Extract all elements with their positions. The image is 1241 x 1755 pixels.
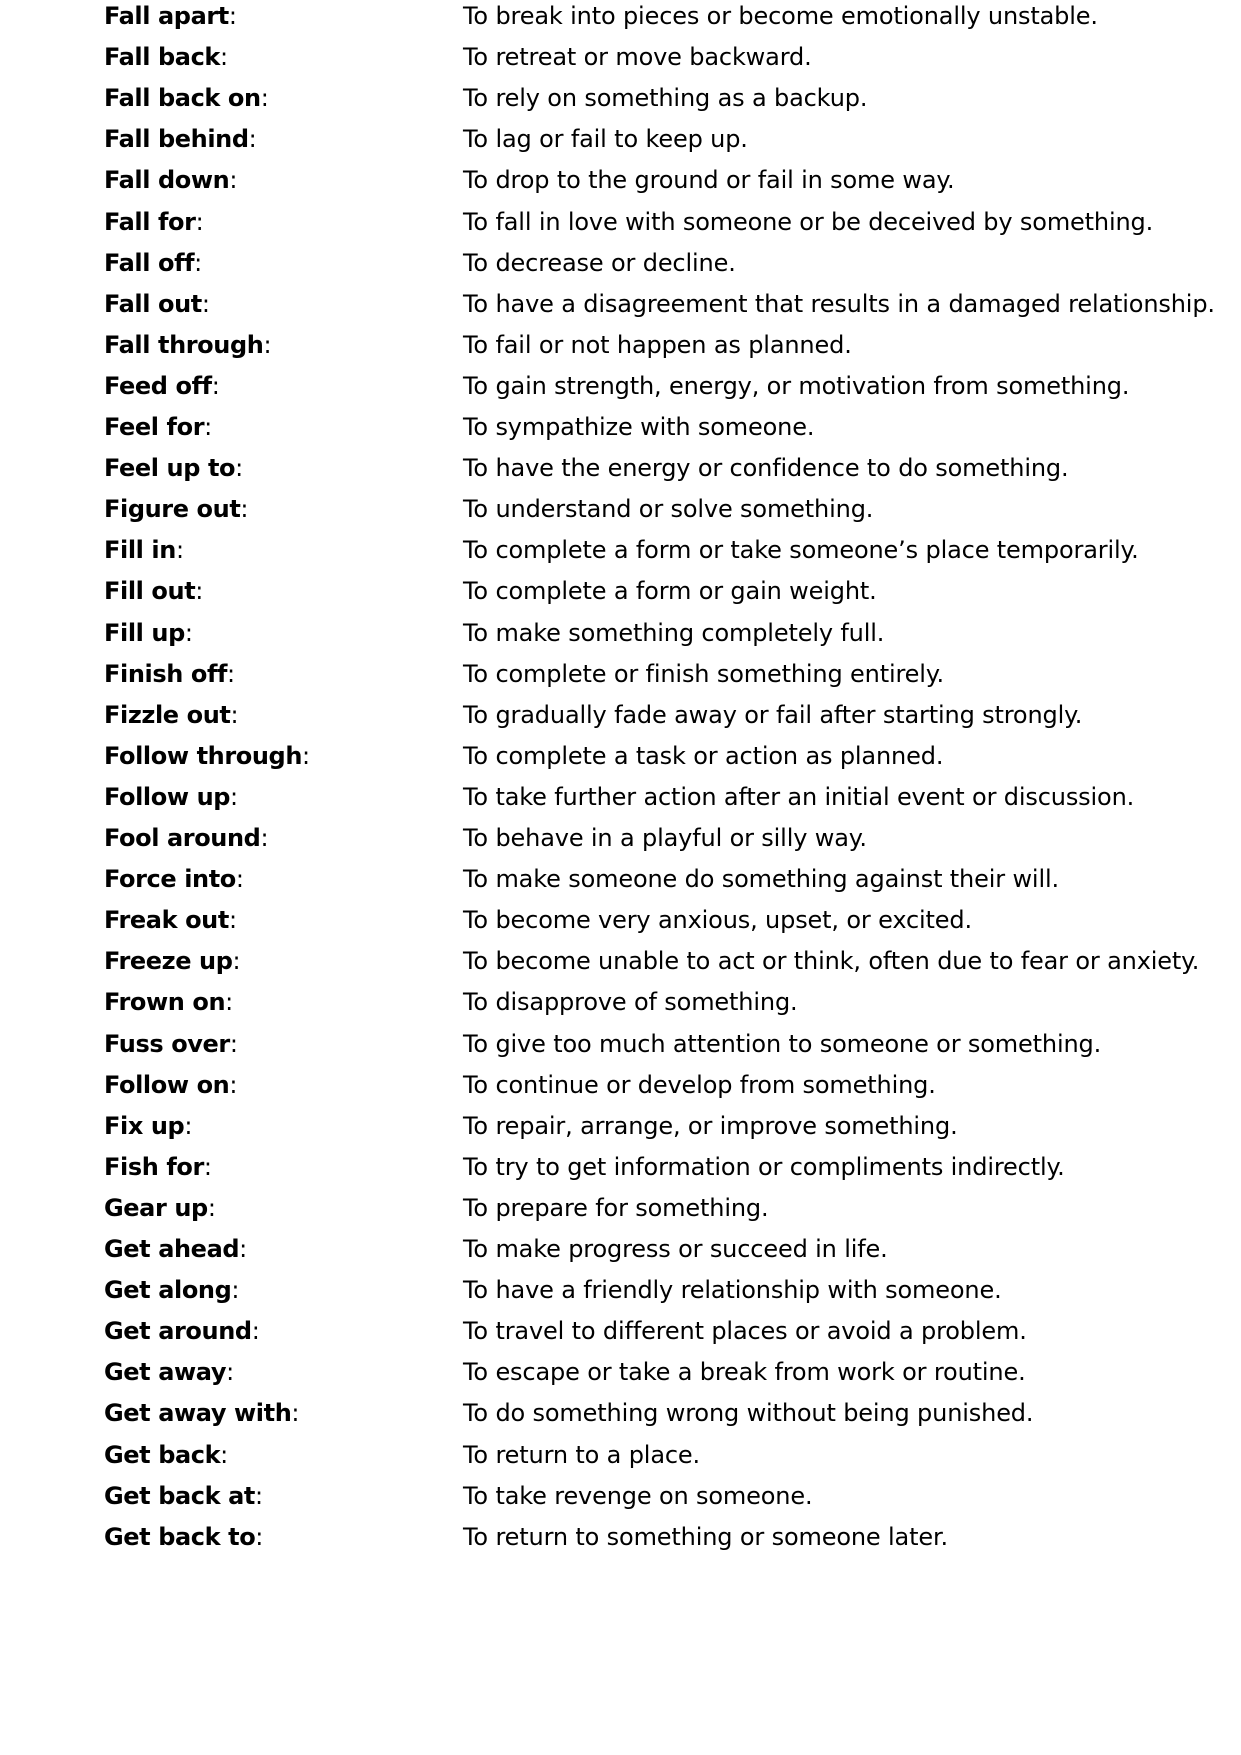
term-text: Freak out <box>104 906 229 935</box>
phrasal-verb-entry <box>0 492 1241 533</box>
phrasal-verb-definition: To decrease or decline. <box>463 248 736 277</box>
phrasal-verb-entry <box>0 944 1241 985</box>
term-text: Fall apart <box>104 2 229 30</box>
phrasal-verb-definition: To escape or take a break from work or routine. <box>463 1358 1026 1387</box>
term-colon: : <box>248 125 257 154</box>
phrasal-verb-definition: To make someone do something against their will. <box>463 865 1059 894</box>
phrasal-verb-term <box>104 1027 238 1061</box>
phrasal-verb-definition: To gradually fade away or fail after starting strongly. <box>463 700 1083 729</box>
phrasal-verb-term <box>104 1068 237 1102</box>
phrasal-verb-entry <box>0 246 1241 287</box>
phrasal-verb-entry <box>0 205 1241 246</box>
term-colon: : <box>255 1481 263 1510</box>
phrasal-verb-entry <box>0 122 1241 163</box>
phrasal-verb-term <box>104 0 237 33</box>
term-colon: : <box>219 43 228 72</box>
phrasal-verb-term <box>104 1355 234 1389</box>
phrasal-verb-term <box>104 533 184 567</box>
phrasal-verb-term <box>104 903 237 937</box>
phrasal-verb-definition: To have a disagreement that results in a damaged relationship. <box>463 289 1215 318</box>
phrasal-verb-term <box>104 246 202 280</box>
term-text: Follow through <box>104 741 303 770</box>
phrasal-verb-definition: To return to something or someone later. <box>463 1522 948 1551</box>
phrasal-verb-term <box>104 1438 228 1472</box>
term-text: Fall off <box>104 248 195 277</box>
phrasal-verb-definition: To complete a task or action as planned. <box>463 741 944 770</box>
phrasal-verb-definition: To make progress or succeed in life. <box>463 1235 888 1263</box>
term-text: Fall back on <box>104 84 261 113</box>
phrasal-verb-entry <box>0 698 1241 739</box>
phrasal-verb-entry <box>0 821 1241 862</box>
term-colon: : <box>230 700 239 729</box>
phrasal-verb-definition: To understand or solve something. <box>463 495 874 524</box>
phrasal-verb-term <box>104 410 212 444</box>
phrasal-verb-entry <box>0 1438 1241 1479</box>
phrasal-verb-entry <box>0 1027 1241 1068</box>
phrasal-verb-entry <box>0 1314 1241 1355</box>
term-text: Fill out <box>104 577 196 606</box>
term-text: Get away <box>104 1358 227 1387</box>
phrasal-verb-entry <box>0 1068 1241 1109</box>
phrasal-verb-entry <box>0 616 1241 657</box>
phrasal-verb-definition: To fall in love with someone or be deceived by something. <box>463 207 1154 236</box>
term-colon: : <box>195 207 204 236</box>
term-text: Frown on <box>104 988 226 1017</box>
phrasal-verb-definition: To give too much attention to someone or something. <box>463 1029 1102 1058</box>
term-text: Gear up <box>104 1193 208 1222</box>
phrasal-verb-entry <box>0 1273 1241 1314</box>
phrasal-verb-term <box>104 1273 239 1307</box>
phrasal-verb-entry <box>0 451 1241 492</box>
term-text: Fish for <box>104 1152 204 1181</box>
term-text: Fall down <box>104 166 230 195</box>
phrasal-verb-definition: To prepare for something. <box>463 1193 769 1222</box>
term-text: Fix up <box>104 1111 185 1140</box>
phrasal-verb-definition: To become unable to act or think, often due to fear or anxiety. <box>463 947 1200 976</box>
phrasal-verb-definition: To try to get information or compliments indirectly. <box>463 1152 1065 1181</box>
term-colon: : <box>291 1399 300 1428</box>
phrasal-verb-term <box>104 944 240 978</box>
phrasal-verb-definition: To take further action after an initial event or discussion. <box>463 782 1135 811</box>
phrasal-verb-term <box>104 862 244 896</box>
phrasal-verb-definition: To have the energy or confidence to do something. <box>463 454 1069 483</box>
phrasal-verb-term <box>104 451 243 485</box>
term-colon: : <box>235 865 244 894</box>
phrasal-verb-definition: To disapprove of something. <box>463 988 798 1017</box>
phrasal-verb-entry <box>0 574 1241 615</box>
phrasal-verb-definition: To lag or fail to keep up. <box>463 125 748 154</box>
term-colon: : <box>184 1111 193 1140</box>
term-text: Fill in <box>104 536 176 565</box>
phrasal-verb-entry <box>0 410 1241 451</box>
phrasal-verb-term <box>104 657 235 691</box>
phrasal-verb-entry <box>0 40 1241 81</box>
term-colon: : <box>211 371 220 400</box>
phrasal-verb-entry <box>0 1109 1241 1150</box>
term-colon: : <box>232 947 241 976</box>
phrasal-verb-definition: To return to a place. <box>463 1440 701 1469</box>
phrasal-verb-definition: To gain strength, energy, or motivation from something. <box>463 371 1130 400</box>
phrasal-verb-entry <box>0 287 1241 328</box>
term-text: Get back at <box>104 1481 255 1510</box>
term-colon: : <box>235 454 243 483</box>
phrasal-verb-entry <box>0 1396 1241 1437</box>
phrasal-verb-definition: To become very anxious, upset, or excited. <box>463 906 972 935</box>
term-colon: : <box>207 1193 216 1222</box>
term-colon: : <box>251 1317 260 1346</box>
phrasal-verb-definition: To sympathize with someone. <box>463 413 815 441</box>
term-text: Feel for <box>104 413 205 441</box>
phrasal-verb-term <box>104 163 237 197</box>
phrasal-verb-term <box>104 985 233 1019</box>
term-colon: : <box>255 1522 263 1551</box>
term-text: Get back <box>104 1440 221 1469</box>
term-text: Get ahead <box>104 1235 240 1263</box>
phrasal-verb-definition: To take revenge on someone. <box>463 1481 813 1510</box>
phrasal-verb-term <box>104 287 210 321</box>
term-text: Fuss over <box>104 1029 230 1058</box>
term-text: Fizzle out <box>104 700 231 729</box>
phrasal-verb-term <box>104 81 268 115</box>
phrasal-verb-entry <box>0 1150 1241 1191</box>
phrasal-verb-entry <box>0 163 1241 204</box>
term-colon: : <box>260 824 269 852</box>
phrasal-verb-entry <box>0 657 1241 698</box>
term-text: Get back to <box>104 1522 256 1551</box>
term-text: Freeze up <box>104 947 233 976</box>
phrasal-verb-term <box>104 1109 192 1143</box>
phrasal-verb-term <box>104 40 228 74</box>
term-colon: : <box>203 1152 212 1181</box>
phrasal-verb-entry <box>0 1191 1241 1232</box>
phrasal-verb-term <box>104 1232 247 1266</box>
phrasal-verb-entry <box>0 1355 1241 1396</box>
term-text: Fall out <box>104 289 202 318</box>
phrasal-verb-definition: To fail or not happen as planned. <box>463 330 852 359</box>
term-colon: : <box>230 782 238 811</box>
phrasal-verb-entry <box>0 985 1241 1026</box>
term-colon: : <box>227 659 235 688</box>
phrasal-verb-term <box>104 739 310 773</box>
term-colon: : <box>225 988 233 1017</box>
term-colon: : <box>231 1276 240 1305</box>
phrasal-verb-entry <box>0 739 1241 780</box>
phrasal-verb-entry <box>0 903 1241 944</box>
term-colon: : <box>226 1358 234 1387</box>
term-colon: : <box>195 577 203 606</box>
term-colon: : <box>228 906 237 935</box>
phrasal-verb-definition: To do something wrong without being punished. <box>463 1399 1034 1428</box>
phrasal-verb-entry <box>0 369 1241 410</box>
term-colon: : <box>201 289 210 318</box>
phrasal-verb-entry <box>0 0 1241 40</box>
term-colon: : <box>228 2 237 30</box>
term-text: Fill up <box>104 618 185 647</box>
phrasal-verb-entry <box>0 81 1241 122</box>
term-colon: : <box>184 618 193 647</box>
term-text: Feel up to <box>104 454 236 483</box>
phrasal-verb-term <box>104 122 256 156</box>
phrasal-verb-term <box>104 616 193 650</box>
phrasal-verb-term <box>104 1191 216 1225</box>
phrasal-verb-entry <box>0 1232 1241 1273</box>
phrasal-verb-definition: To complete a form or gain weight. <box>463 577 877 606</box>
term-colon: : <box>220 1440 228 1469</box>
term-colon: : <box>260 84 269 113</box>
phrasal-verb-definition: To complete a form or take someone’s place temporarily. <box>463 536 1139 565</box>
term-colon: : <box>302 741 310 770</box>
term-text: Fall behind <box>104 125 249 154</box>
phrasal-verb-definition: To rely on something as a backup. <box>463 84 868 113</box>
term-colon: : <box>263 330 272 359</box>
term-colon: : <box>229 166 238 195</box>
term-text: Follow on <box>104 1070 230 1099</box>
phrasal-verb-entry <box>0 780 1241 821</box>
phrasal-verb-term <box>104 821 268 855</box>
phrasal-verb-definition: To drop to the ground or fail in some way. <box>463 166 955 195</box>
term-text: Follow up <box>104 782 231 811</box>
term-colon: : <box>229 1070 238 1099</box>
phrasal-verb-definition: To travel to different places or avoid a problem. <box>463 1317 1027 1346</box>
phrasal-verb-entry <box>0 533 1241 574</box>
phrasal-verb-term <box>104 1396 299 1430</box>
phrasal-verb-entry <box>0 1479 1241 1520</box>
term-text: Feed off <box>104 371 212 400</box>
phrasal-verb-entry <box>0 1520 1241 1561</box>
term-text: Get away with <box>104 1399 292 1428</box>
phrasal-verb-term <box>104 1150 212 1184</box>
phrasal-verb-definition: To behave in a playful or silly way. <box>463 824 867 852</box>
phrasal-verb-term <box>104 1479 263 1513</box>
phrasal-verb-term <box>104 1314 259 1348</box>
phrasal-verb-term <box>104 698 238 732</box>
term-text: Get along <box>104 1276 232 1305</box>
phrasal-verb-term <box>104 780 238 814</box>
phrasal-verb-definition: To make something completely full. <box>463 618 885 647</box>
term-colon: : <box>240 495 249 524</box>
term-text: Force into <box>104 865 236 894</box>
phrasal-verb-definition: To continue or develop from something. <box>463 1070 936 1099</box>
phrasal-verb-definition: To complete or finish something entirely. <box>463 659 944 688</box>
term-colon: : <box>175 536 184 565</box>
term-colon: : <box>229 1029 238 1058</box>
term-colon: : <box>239 1235 247 1263</box>
phrasal-verb-term <box>104 369 219 403</box>
phrasal-verb-definition: To have a friendly relationship with someone. <box>463 1276 1002 1305</box>
term-colon: : <box>204 413 212 441</box>
term-text: Fall for <box>104 207 196 236</box>
phrasal-verb-definition: To repair, arrange, or improve something. <box>463 1111 958 1140</box>
term-text: Figure out <box>104 495 241 524</box>
term-colon: : <box>194 248 202 277</box>
phrasal-verb-term <box>104 205 203 239</box>
phrasal-verb-term <box>104 492 248 526</box>
phrasal-verb-definition: To retreat or move backward. <box>463 43 812 72</box>
phrasal-verb-term <box>104 1520 263 1554</box>
phrasal-verb-entry <box>0 328 1241 369</box>
term-text: Finish off <box>104 659 228 688</box>
phrasal-verb-entry <box>0 862 1241 903</box>
phrasal-verb-term <box>104 574 203 608</box>
phrasal-verb-definition: To break into pieces or become emotionally unstable. <box>463 2 1098 30</box>
phrasal-verb-term <box>104 328 271 362</box>
term-text: Get around <box>104 1317 252 1346</box>
term-text: Fall back <box>104 43 220 72</box>
term-text: Fool around <box>104 824 261 852</box>
term-text: Fall through <box>104 330 264 359</box>
